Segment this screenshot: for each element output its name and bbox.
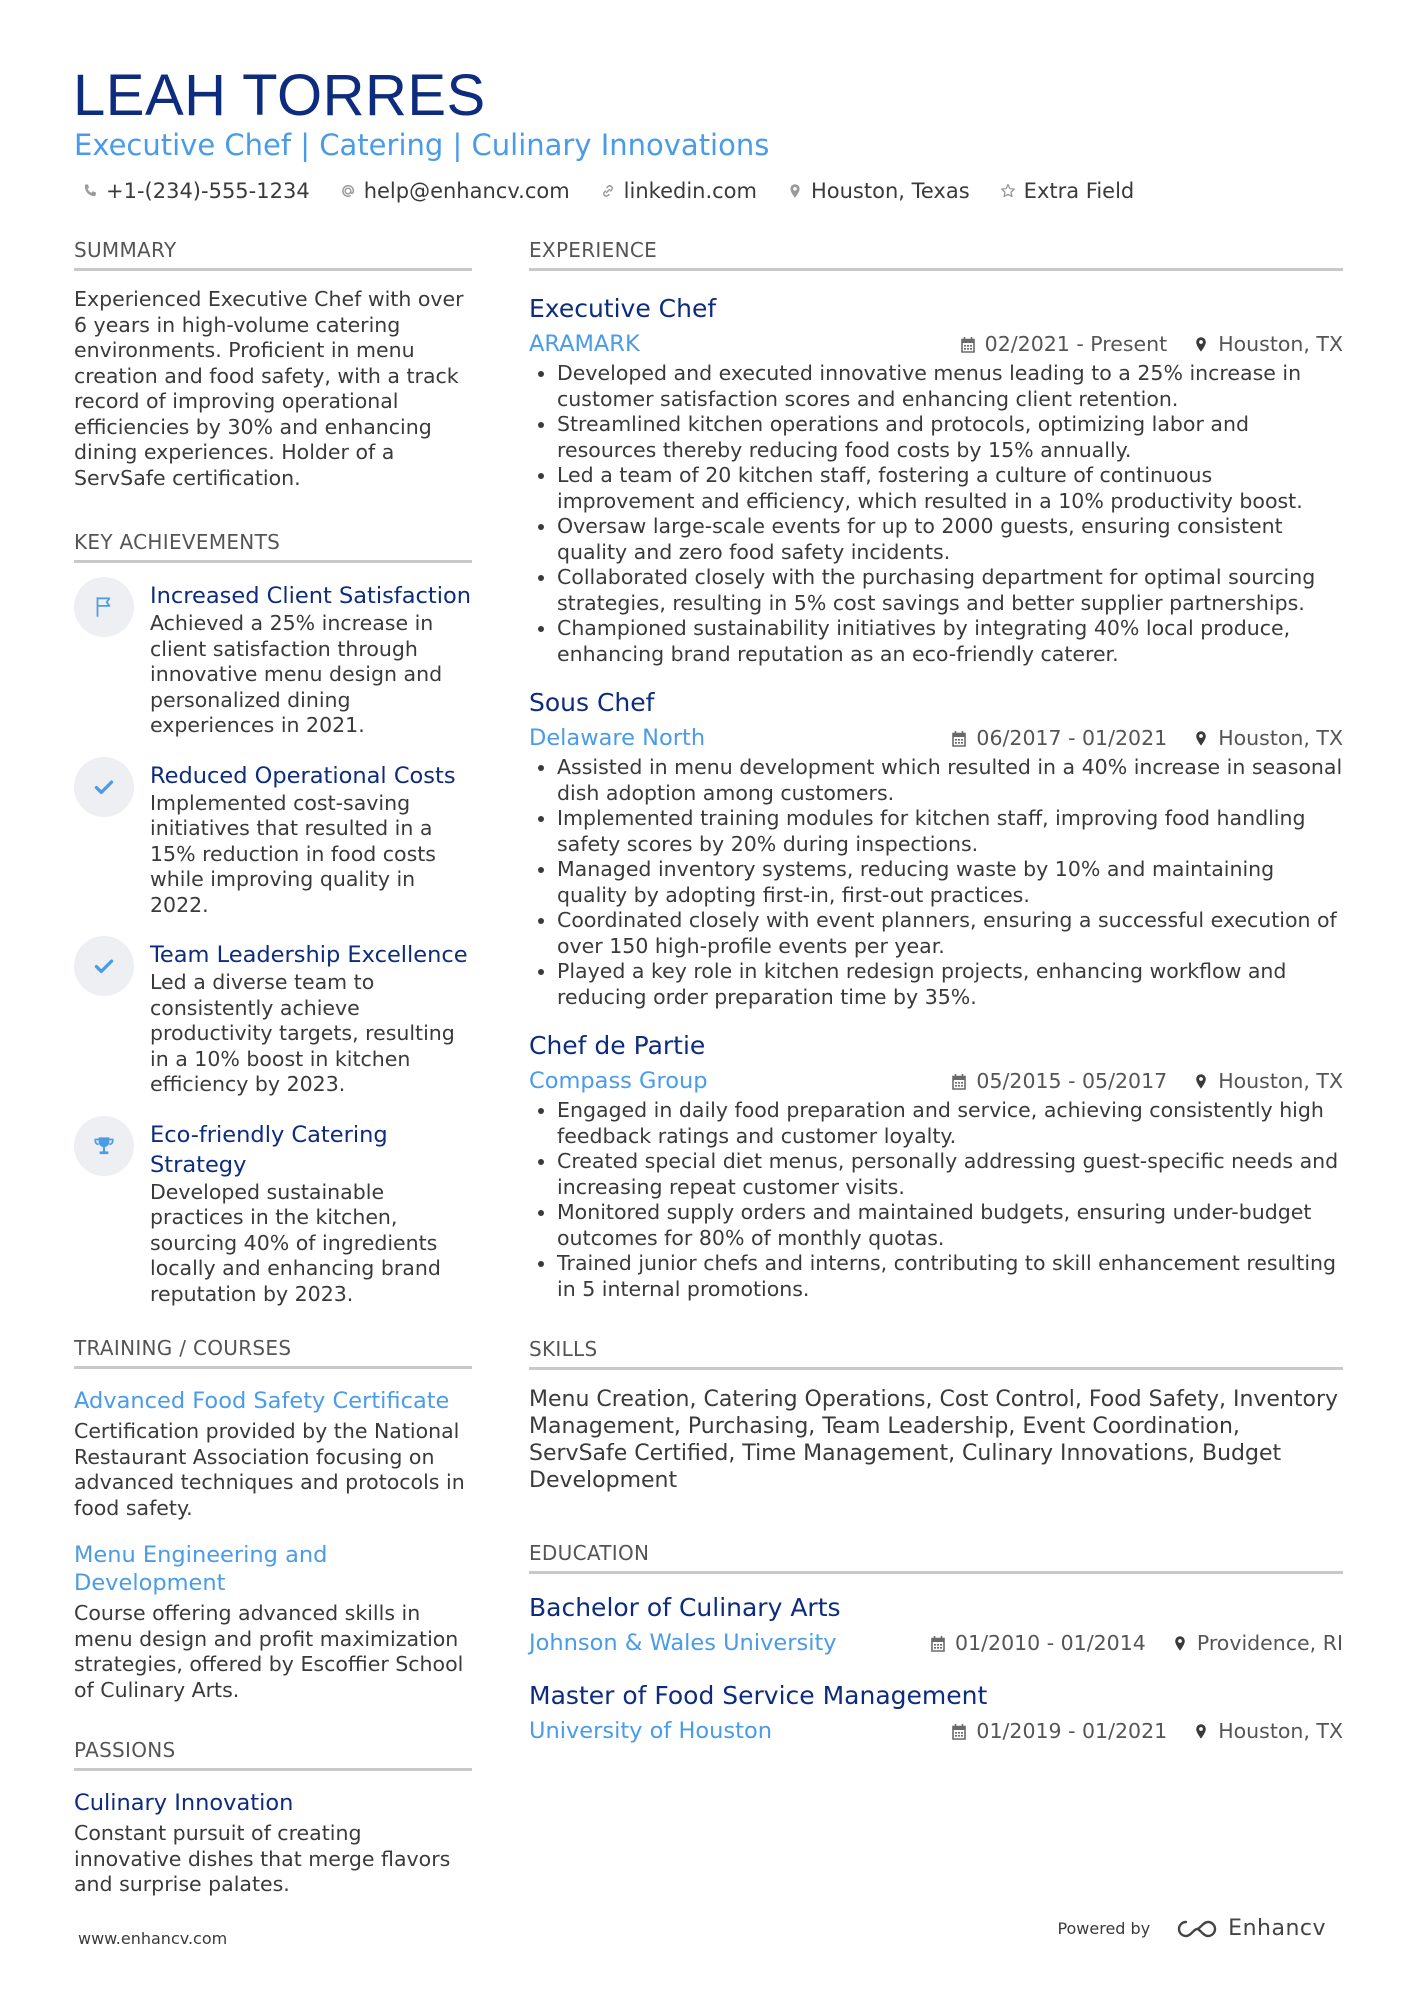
job-location: Houston, TX — [1218, 726, 1343, 750]
job-entry — [529, 293, 1343, 667]
phone-icon — [82, 183, 98, 199]
education-entry — [529, 1592, 1343, 1658]
education-section — [529, 1540, 1343, 1746]
job-title: Executive Chef — [529, 294, 717, 323]
education-entry — [529, 1680, 1343, 1746]
passion-text: Constant pursuit of creating innovative dishes that merge flavors and surprise palates. — [74, 1821, 451, 1896]
contact-phone[interactable] — [82, 179, 310, 203]
summary-text: Experienced Executive Chef with over 6 years in high-volume catering environments. Proficient in menu creation and food safety, with a track record of improving operational efficiencies by 30% and enhancing dining experiences. Holder of a ServSafe certification. — [74, 287, 464, 490]
job-bullet: • Coordinated closely with event planners, ensuring a successful execution of over 150 high-profile events per year. — [557, 908, 1343, 959]
contact-location — [787, 179, 970, 203]
job-bullet: • Championed sustainability initiatives by integrating 40% local produce, enhancing brand reputation as an eco-friendly caterer. — [557, 616, 1343, 667]
job-dates: 06/2017 - 01/2021 — [976, 726, 1168, 750]
job-bullet: • Trained junior chefs and interns, contributing to skill enhancement resulting in 5 internal promotions. — [557, 1251, 1343, 1302]
achievement-title: Eco-friendly Catering Strategy — [150, 1121, 388, 1178]
calendar-icon — [930, 1635, 946, 1652]
contact-linkedin-text: linkedin.com — [623, 179, 757, 203]
passion-item — [74, 1789, 472, 1898]
job-bullets — [529, 361, 1343, 667]
enhancv-logo-text: Enhancv — [1228, 1916, 1326, 1941]
education-location: Providence, RI — [1196, 1631, 1343, 1655]
job-dates: 02/2021 - Present — [984, 332, 1168, 356]
skills-section — [529, 1336, 1343, 1494]
calendar-icon — [951, 1073, 967, 1090]
job-entry — [529, 1030, 1343, 1302]
achievements-section — [74, 529, 472, 1307]
passion-title: Culinary Innovation — [74, 1790, 294, 1816]
training-heading: TRAINING / COURSES — [74, 1335, 472, 1369]
location-pin-icon — [1193, 1723, 1209, 1740]
achievement-text: Achieved a 25% increase in client satisfaction through innovative menu design and personalized dining experiences in 2021. — [150, 611, 443, 737]
footer-powered-by[interactable] — [1057, 1916, 1326, 1941]
achievements-heading: KEY ACHIEVEMENTS — [74, 529, 472, 563]
achievements-list — [74, 577, 472, 1307]
calendar-icon — [960, 336, 976, 353]
achievement-text: Implemented cost-saving initiatives that resulted in a 15% reduction in food costs while improving quality in 2022. — [150, 790, 436, 917]
course-text: Course offering advanced skills in menu design and profit maximization strategies, offered by Escoffier School of Culinary Arts. — [74, 1601, 464, 1702]
education-heading: EDUCATION — [529, 1540, 1343, 1574]
education-dates: 01/2019 - 01/2021 — [976, 1719, 1168, 1743]
calendar-icon — [951, 730, 967, 747]
achievement-title: Team Leadership Excellence — [150, 942, 468, 968]
job-bullet: • Oversaw large-scale events for up to 2000 guests, ensuring consistent quality and zero food safety incidents. — [557, 514, 1343, 565]
job-bullet: • Created special diet menus, personally addressing guest-specific needs and increasing repeat customer visits. — [557, 1149, 1343, 1200]
job-bullets — [529, 755, 1343, 1010]
job-title: Chef de Partie — [529, 1031, 706, 1060]
candidate-title: Executive Chef | Catering | Culinary Innovations — [74, 128, 770, 162]
link-icon — [600, 183, 616, 199]
location-pin-icon — [1172, 1635, 1188, 1652]
infinity-logo-icon — [1174, 1917, 1220, 1941]
achievement-item — [74, 577, 472, 739]
education-school: University of Houston — [529, 1718, 773, 1744]
location-pin-icon — [1193, 336, 1209, 353]
footer-website-link[interactable]: www.enhancv.com — [78, 1929, 228, 1948]
calendar-icon — [951, 1723, 967, 1740]
achievement-title: Reduced Operational Costs — [150, 762, 456, 789]
achievement-item — [74, 1116, 472, 1308]
job-bullets — [529, 1098, 1343, 1302]
contact-email-text: help@enhancv.com — [363, 179, 570, 203]
education-location: Houston, TX — [1218, 1719, 1343, 1743]
location-pin-icon — [1193, 1073, 1209, 1090]
job-bullet: • Monitored supply orders and maintained budgets, ensuring under-budget outcomes for 80% of monthly quotas. — [557, 1200, 1343, 1251]
job-bullet: • Engaged in daily food preparation and service, achieving consistently high feedback ratings and customer loyalty. — [557, 1098, 1343, 1149]
contact-extra — [1000, 179, 1135, 203]
location-pin-icon — [787, 183, 803, 199]
achievement-icon-badge — [74, 1116, 134, 1176]
job-company: Compass Group — [529, 1068, 708, 1094]
contact-bar — [82, 176, 1134, 206]
achievement-icon-badge — [74, 757, 134, 817]
skills-heading: SKILLS — [529, 1336, 1343, 1370]
job-bullet: • Assisted in menu development which resulted in a 40% increase in seasonal dish adoption among customers. — [557, 755, 1343, 806]
job-bullet: • Collaborated closely with the purchasing department for optimal sourcing strategies, resulting in 5% cost savings and better supplier partnerships. — [557, 565, 1343, 616]
achievement-icon-badge — [74, 936, 134, 996]
achievement-text: Led a diverse team to consistently achieve productivity targets, resulting in a 10% boost in kitchen efficiency by 2023. — [150, 970, 455, 1096]
job-bullet: • Played a key role in kitchen redesign projects, enhancing workflow and reducing order preparation time by 35%. — [557, 959, 1343, 1010]
job-bullet: • Developed and executed innovative menus leading to a 25% increase in customer satisfaction scores and enhancing client retention. — [557, 361, 1343, 412]
passions-heading: PASSIONS — [74, 1737, 472, 1771]
course-text: Certification provided by the National Restaurant Association focusing on advanced techniques and protocols in food safety. — [74, 1419, 465, 1520]
powered-by-label: Powered by — [1057, 1919, 1151, 1938]
summary-section — [74, 237, 472, 491]
contact-email[interactable] — [340, 179, 570, 203]
location-pin-icon — [1193, 730, 1209, 747]
job-dates: 05/2015 - 05/2017 — [976, 1069, 1168, 1093]
course-title: Menu Engineering and Development — [74, 1542, 328, 1596]
flag-icon — [91, 594, 117, 620]
job-entry — [529, 687, 1343, 1010]
check-icon — [91, 774, 117, 800]
skills-text: Menu Creation, Catering Operations, Cost Control, Food Safety, Inventory Management, Purchasing, Team Leadership, Event Coordination, ServSafe Certified, Time Management, Culinary Innovations, Budget Development — [529, 1387, 1339, 1493]
at-icon — [340, 183, 356, 199]
job-bullet: • Managed inventory systems, reducing waste by 10% and maintaining quality by adopting first-in, first-out practices. — [557, 857, 1343, 908]
education-dates: 01/2010 - 01/2014 — [955, 1631, 1146, 1655]
education-degree: Master of Food Service Management — [529, 1681, 988, 1710]
job-bullet: • Implemented training modules for kitchen staff, improving food handling safety scores by 20% during inspections. — [557, 806, 1343, 857]
education-degree: Bachelor of Culinary Arts — [529, 1593, 841, 1622]
summary-heading: SUMMARY — [74, 237, 472, 271]
job-company: ARAMARK — [529, 331, 640, 357]
job-company: Delaware North — [529, 725, 706, 751]
contact-linkedin[interactable] — [600, 179, 757, 203]
experience-heading: EXPERIENCE — [529, 237, 1343, 271]
course-item — [74, 1387, 472, 1521]
education-school: Johnson & Wales University — [529, 1630, 837, 1656]
job-title: Sous Chef — [529, 688, 655, 717]
trophy-icon — [91, 1133, 117, 1159]
candidate-name: LEAH TORRES — [73, 63, 486, 128]
experience-section — [529, 237, 1343, 1302]
job-bullet: • Streamlined kitchen operations and protocols, optimizing labor and resources thereby reducing food costs by 15% annually. — [557, 412, 1343, 463]
enhancv-logo — [1174, 1916, 1326, 1941]
achievement-item — [74, 757, 472, 919]
course-title: Advanced Food Safety Certificate — [74, 1388, 450, 1414]
passions-section — [74, 1737, 472, 1898]
achievement-title: Increased Client Satisfaction — [150, 583, 471, 609]
achievement-text: Developed sustainable practices in the kitchen, sourcing 40% of ingredients locally and enhancing brand reputation by 2023. — [150, 1179, 441, 1306]
achievement-icon-badge — [74, 577, 134, 637]
contact-extra-text: Extra Field — [1023, 179, 1135, 203]
job-bullet: • Led a team of 20 kitchen staff, fostering a culture of continuous improvement and efficiency, which resulted in a 10% productivity boost. — [557, 463, 1343, 514]
course-item — [74, 1541, 472, 1703]
left-column — [74, 237, 472, 1898]
job-location: Houston, TX — [1218, 332, 1343, 356]
job-location: Houston, TX — [1218, 1069, 1343, 1093]
star-icon — [1000, 183, 1016, 199]
right-column — [529, 237, 1343, 1746]
contact-location-text: Houston, Texas — [810, 179, 970, 203]
check-icon — [91, 953, 117, 979]
contact-phone-text: +1-(234)-555-1234 — [106, 179, 310, 203]
achievement-item — [74, 936, 472, 1098]
training-section — [74, 1335, 472, 1703]
